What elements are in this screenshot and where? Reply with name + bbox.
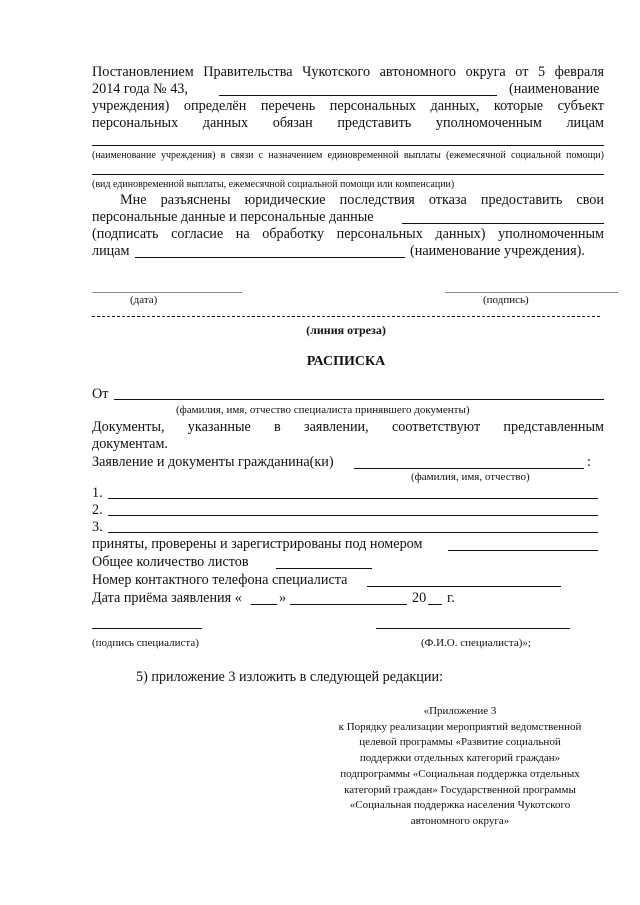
para1-line3: учреждения) определён перечень персональных данных, которые субъект [92,98,604,114]
citizen-label: Заявление и документы гражданина(ки) [92,454,334,470]
docs-line2: документам. [92,436,168,452]
signature-blank-line [445,292,618,293]
cut-line [92,316,600,317]
caption-payment-type: (вид единовременной выплаты, ежемесячной социальной помощи или компенсации) [92,179,455,190]
para1-line2-start: 2014 года № 43, [92,81,188,97]
page-title: РАСПИСКА [306,354,386,369]
sheets-label: Общее количество листов [92,554,249,570]
para1-line1: Постановлением Правительства Чукотского автономного округа от 5 февраля [92,64,604,80]
date-year-prefix: 20 [412,590,427,606]
blank-line-personal-data [402,223,604,224]
appendix-line: к Порядку реализации мероприятий ведомственной [338,720,582,733]
registered-label: приняты, проверены и зарегистрированы под номером [92,536,423,552]
date-blank-line [92,292,242,293]
citizen-caption: (фамилия, имя, отчество) [411,471,530,483]
para1-line2-end: (наименование [509,81,600,97]
appendix-line: подпрограммы «Социальная поддержка отдельных [340,767,580,780]
date-month-line [290,604,407,605]
date-year-suffix: г. [447,590,455,606]
blank-line-payment-type [92,174,604,175]
signature-caption: (подпись) [483,294,529,306]
item-3-label: 3. [92,519,103,535]
date-caption: (дата) [130,294,158,306]
item-2-line [108,515,598,516]
item-1-label: 1. [92,485,103,501]
sheets-count-line [276,568,372,569]
spec-name-line [376,628,570,629]
registered-number-line [448,550,598,551]
blank-line-authorized [135,257,405,258]
appendix-line: автономного округа» [410,814,510,827]
phone-label: Номер контактного телефона специалиста [92,572,348,588]
para2-line3: (подписать согласие на обработку персональных данных) уполномоченным [92,226,604,242]
appendix-line: «Приложение 3 [423,705,497,717]
from-blank-line [114,399,604,400]
date-day-line [251,604,277,605]
docs-line1: Документы, указанные в заявлении, соответствуют представленным [92,419,604,435]
from-label: От [92,386,109,402]
appendix-line: целевой программы «Развитие социальной [359,736,561,749]
appendix-header [310,704,610,830]
date-year-line [428,604,442,605]
blank-line-institution [92,145,604,146]
citizen-blank-line [354,468,584,469]
spec-name-caption: (Ф.И.О. специалиста)»; [421,637,531,649]
citizen-colon: : [587,454,591,470]
spec-sign-line [92,628,202,629]
date-received-label: Дата приёма заявления « [92,590,242,606]
para2-line2: персональные данные и персональные данные [92,209,374,225]
appendix-line: «Социальная поддержка населения Чукотского [349,799,571,812]
institution-blank-line [219,95,497,96]
spec-sign-caption: (подпись специалиста) [92,637,199,649]
para1-line4: персональных данных обязан представить уполномоченным лицам [92,115,604,131]
para2-line4-end: (наименование учреждения). [410,243,585,259]
item-3-line [108,532,598,533]
item-2-label: 2. [92,502,103,518]
item-1-line [108,498,598,499]
from-caption: (фамилия, имя, отчество специалиста принявшего документы) [176,404,470,416]
caption-institution: (наименование учреждения) в связи с назначением единовременной выплаты (ежемесячной социальной помощи) [92,150,604,161]
date-close-quote: » [279,590,287,606]
phone-number-line [367,586,561,587]
appendix-line: категорий граждан» Государственной программы [344,783,576,796]
para2-line4-start: лицам [92,243,130,259]
para2-line1: Мне разъяснены юридические последствия отказа предоставить свои [120,192,604,208]
appendix-line: поддержки отдельных категорий граждан» [359,752,561,765]
point-5: 5) приложение 3 изложить в следующей редакции: [136,669,444,685]
cut-line-label: (линия отреза) [306,323,386,337]
